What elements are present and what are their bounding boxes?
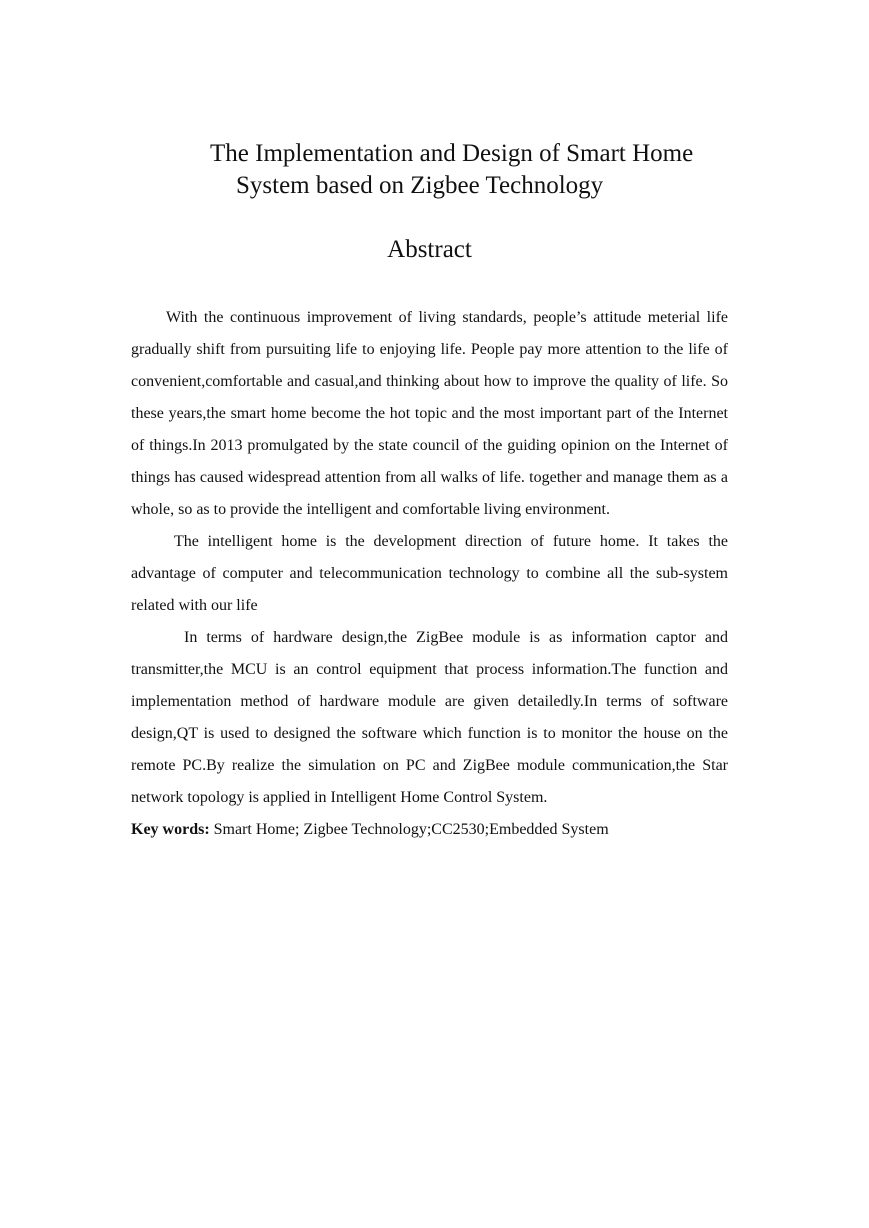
paper-title [200, 138, 740, 202]
abstract-paragraph-2: The intelligent home is the development direction of future home. It takes the advantage of computer and telecommunication technology to combine all the sub-system related with our life [131, 533, 728, 614]
abstract-paragraph-3: In terms of hardware design,the ZigBee module is as information captor and transmitter,the MCU is an control equipment that process information.The function and implementation method of hardware module are given detailedly.In terms of software design,QT is used to designed the software which function is to monitor the house on the remote PC.By realize the simulation on PC and ZigBee module communication,the Star network topology is applied in Intelligent Home Control System. [131, 629, 728, 806]
keywords-line [131, 814, 728, 846]
keywords-label: Key words: [131, 821, 210, 838]
paper-title-line-1: The Implementation and Design of Smart Home [210, 140, 694, 167]
keywords-value: Smart Home; Zigbee Technology;CC2530;Embedded System [209, 821, 609, 838]
abstract-heading: Abstract [387, 236, 472, 263]
abstract-body [131, 302, 728, 846]
paper-title-line-2: System based on Zigbee Technology [236, 172, 604, 199]
abstract-paragraph-1: With the continuous improvement of living standards, people’s attitude meterial life gradually shift from pursuiting life to enjoying life. People pay more attention to the life of convenient,comfortable and casual,and thinking about how to improve the quality of life. So these years,the smart home become the hot topic and the most important part of the Internet of things.In 2013 promulgated by the state council of the guiding opinion on the Internet of things has caused widespread attention from all walks of life. together and manage them as a whole, so as to provide the intelligent and comfortable living environment. [131, 309, 728, 518]
